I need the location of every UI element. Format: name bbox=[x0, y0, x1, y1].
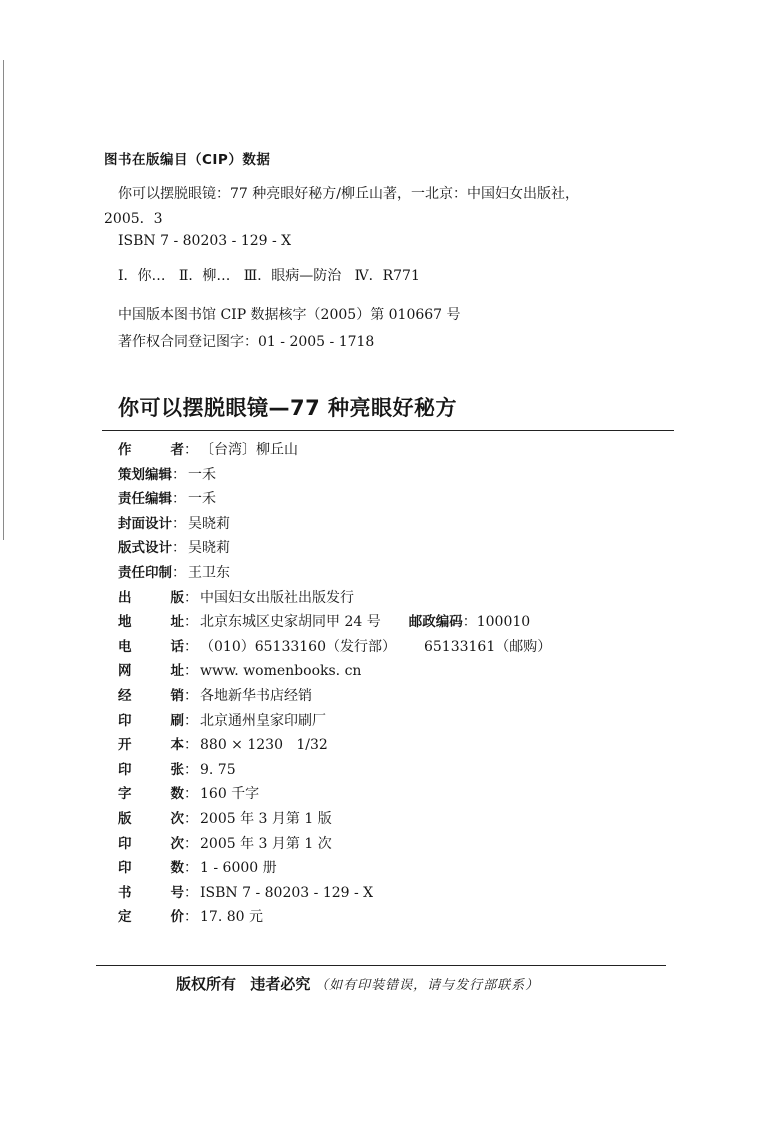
detail-colon: ： bbox=[184, 860, 198, 877]
detail-row bbox=[118, 758, 236, 784]
detail-label: 字数 bbox=[118, 786, 184, 803]
detail-colon: ： bbox=[184, 786, 198, 803]
detail-label: 印刷 bbox=[118, 712, 184, 729]
detail-label: 责任印制 bbox=[118, 565, 172, 581]
misprint-contact-note: （如有印装错误，请与发行部联系） bbox=[315, 978, 540, 993]
detail-row bbox=[118, 487, 216, 513]
detail-row bbox=[118, 659, 361, 685]
detail-colon: ： bbox=[184, 589, 198, 606]
detail-value: 9. 75 bbox=[200, 761, 236, 778]
cip-heading: 图书在版编目（CIP）数据 bbox=[104, 152, 271, 168]
detail-value: 吴晓莉 bbox=[188, 515, 230, 532]
detail-label: 开本 bbox=[118, 737, 184, 754]
detail-colon: ： bbox=[184, 442, 198, 458]
detail-row bbox=[118, 856, 277, 882]
detail-colon: ： bbox=[184, 811, 198, 827]
detail-label: 网址 bbox=[118, 663, 184, 680]
detail-row bbox=[118, 733, 328, 759]
detail-label: 版式设计 bbox=[118, 540, 172, 557]
detail-row bbox=[118, 512, 230, 538]
rights-reserved: 版权所有 bbox=[176, 975, 237, 993]
detail-label: 封面设计 bbox=[118, 515, 172, 532]
detail-label: 经销 bbox=[118, 688, 184, 704]
detail-label: 定价 bbox=[118, 909, 184, 926]
detail-colon: ： bbox=[172, 466, 186, 483]
title-divider bbox=[102, 430, 674, 431]
detail-label: 出版 bbox=[118, 589, 184, 606]
cip-data-number: 中国版本图书馆 CIP 数据核字（2005）第 010667 号 bbox=[118, 307, 461, 323]
detail-row bbox=[118, 684, 312, 710]
detail-colon: ： bbox=[184, 761, 198, 778]
detail-colon: ： bbox=[184, 884, 198, 901]
detail-colon: ： bbox=[184, 835, 198, 852]
detail-colon: ： bbox=[172, 515, 186, 532]
detail-value: 〔台湾〕柳丘山 bbox=[200, 442, 298, 458]
cip-record-line: 你可以摆脱眼镜：77 种亮眼好秘方/柳丘山著，一北京：中国妇女出版社， bbox=[118, 186, 579, 202]
detail-value: 2005 年 3 月第 1 次 bbox=[200, 835, 332, 852]
detail-row bbox=[118, 438, 298, 464]
detail-value: 各地新华书店经销 bbox=[200, 688, 312, 704]
detail-row bbox=[118, 561, 230, 587]
detail-value: 17. 80 元 bbox=[200, 909, 263, 926]
detail-colon: ： bbox=[184, 909, 198, 926]
detail-value: 一禾 bbox=[188, 466, 216, 483]
detail-label: 电话 bbox=[118, 638, 184, 655]
detail-value: 880 × 1230 1/32 bbox=[200, 737, 328, 754]
detail-label: 印张 bbox=[118, 761, 184, 778]
detail-label: 策划编辑 bbox=[118, 466, 172, 483]
book-title: 你可以摆脱眼镜—77 种亮眼好秘方 bbox=[118, 396, 458, 420]
detail-value: 1 - 6000 册 bbox=[200, 860, 277, 877]
detail-row bbox=[118, 832, 332, 858]
detail-colon: ： bbox=[184, 737, 198, 754]
detail-colon: ： bbox=[184, 663, 198, 680]
detail-value: ISBN 7 - 80203 - 129 - X bbox=[200, 884, 374, 901]
detail-row bbox=[118, 881, 373, 907]
page-edge-line bbox=[3, 60, 4, 540]
detail-label: 版次 bbox=[118, 811, 184, 827]
detail-colon: ： bbox=[184, 614, 198, 631]
detail-label: 责任编辑 bbox=[118, 491, 172, 508]
detail-row bbox=[118, 610, 530, 636]
detail-row bbox=[118, 586, 354, 612]
detail-value: www. womenbooks. cn bbox=[200, 663, 362, 680]
cip-isbn: ISBN 7 - 80203 - 129 - X bbox=[118, 233, 292, 249]
detail-value: 中国妇女出版社出版发行 bbox=[200, 589, 354, 606]
cip-classification: Ⅰ．你… Ⅱ．柳… Ⅲ．眼病—防治 Ⅳ．R771 bbox=[118, 268, 420, 284]
detail-label: 印数 bbox=[118, 860, 184, 877]
infringement-warning: 违者必究 bbox=[250, 975, 311, 993]
detail-value: 吴晓莉 bbox=[188, 540, 230, 557]
detail-row bbox=[118, 635, 551, 661]
detail-colon: ： bbox=[172, 491, 186, 508]
detail-row bbox=[118, 905, 263, 931]
detail-colon: ： bbox=[172, 540, 186, 557]
detail-colon: ： bbox=[172, 565, 186, 581]
detail-colon: ： bbox=[184, 688, 198, 704]
detail-colon: ： bbox=[184, 712, 198, 729]
detail-value: 2005 年 3 月第 1 版 bbox=[200, 811, 332, 827]
cip-record-date: 2005．3 bbox=[104, 211, 163, 227]
copyright-contract-number: 著作权合同登记图字：01 - 2005 - 1718 bbox=[118, 334, 375, 350]
detail-row bbox=[118, 782, 259, 808]
detail-value: （010）65133160（发行部） bbox=[200, 638, 396, 655]
detail-extra-value: 65133161（邮购） bbox=[423, 638, 552, 655]
detail-value: 王卫东 bbox=[188, 565, 230, 581]
detail-label: 印次 bbox=[118, 835, 184, 852]
detail-value: 北京通州皇家印刷厂 bbox=[200, 712, 326, 729]
detail-label: 作者 bbox=[118, 442, 184, 458]
footer-divider bbox=[96, 965, 666, 966]
detail-label: 书号 bbox=[118, 884, 184, 901]
detail-colon: ： bbox=[184, 638, 198, 655]
detail-label: 地址 bbox=[118, 614, 184, 631]
detail-row bbox=[118, 463, 216, 489]
detail-value: 北京东城区史家胡同甲 24 号 bbox=[200, 614, 381, 631]
detail-row bbox=[118, 807, 332, 833]
detail-extra-value: 100010 bbox=[476, 614, 531, 631]
detail-extra-label: 邮政编码 bbox=[408, 614, 463, 631]
detail-value: 160 千字 bbox=[200, 786, 260, 803]
detail-colon: ： bbox=[462, 614, 477, 631]
detail-row bbox=[118, 709, 326, 735]
copyright-footer bbox=[176, 973, 539, 994]
detail-row bbox=[118, 536, 230, 562]
detail-value: 一禾 bbox=[188, 491, 216, 508]
